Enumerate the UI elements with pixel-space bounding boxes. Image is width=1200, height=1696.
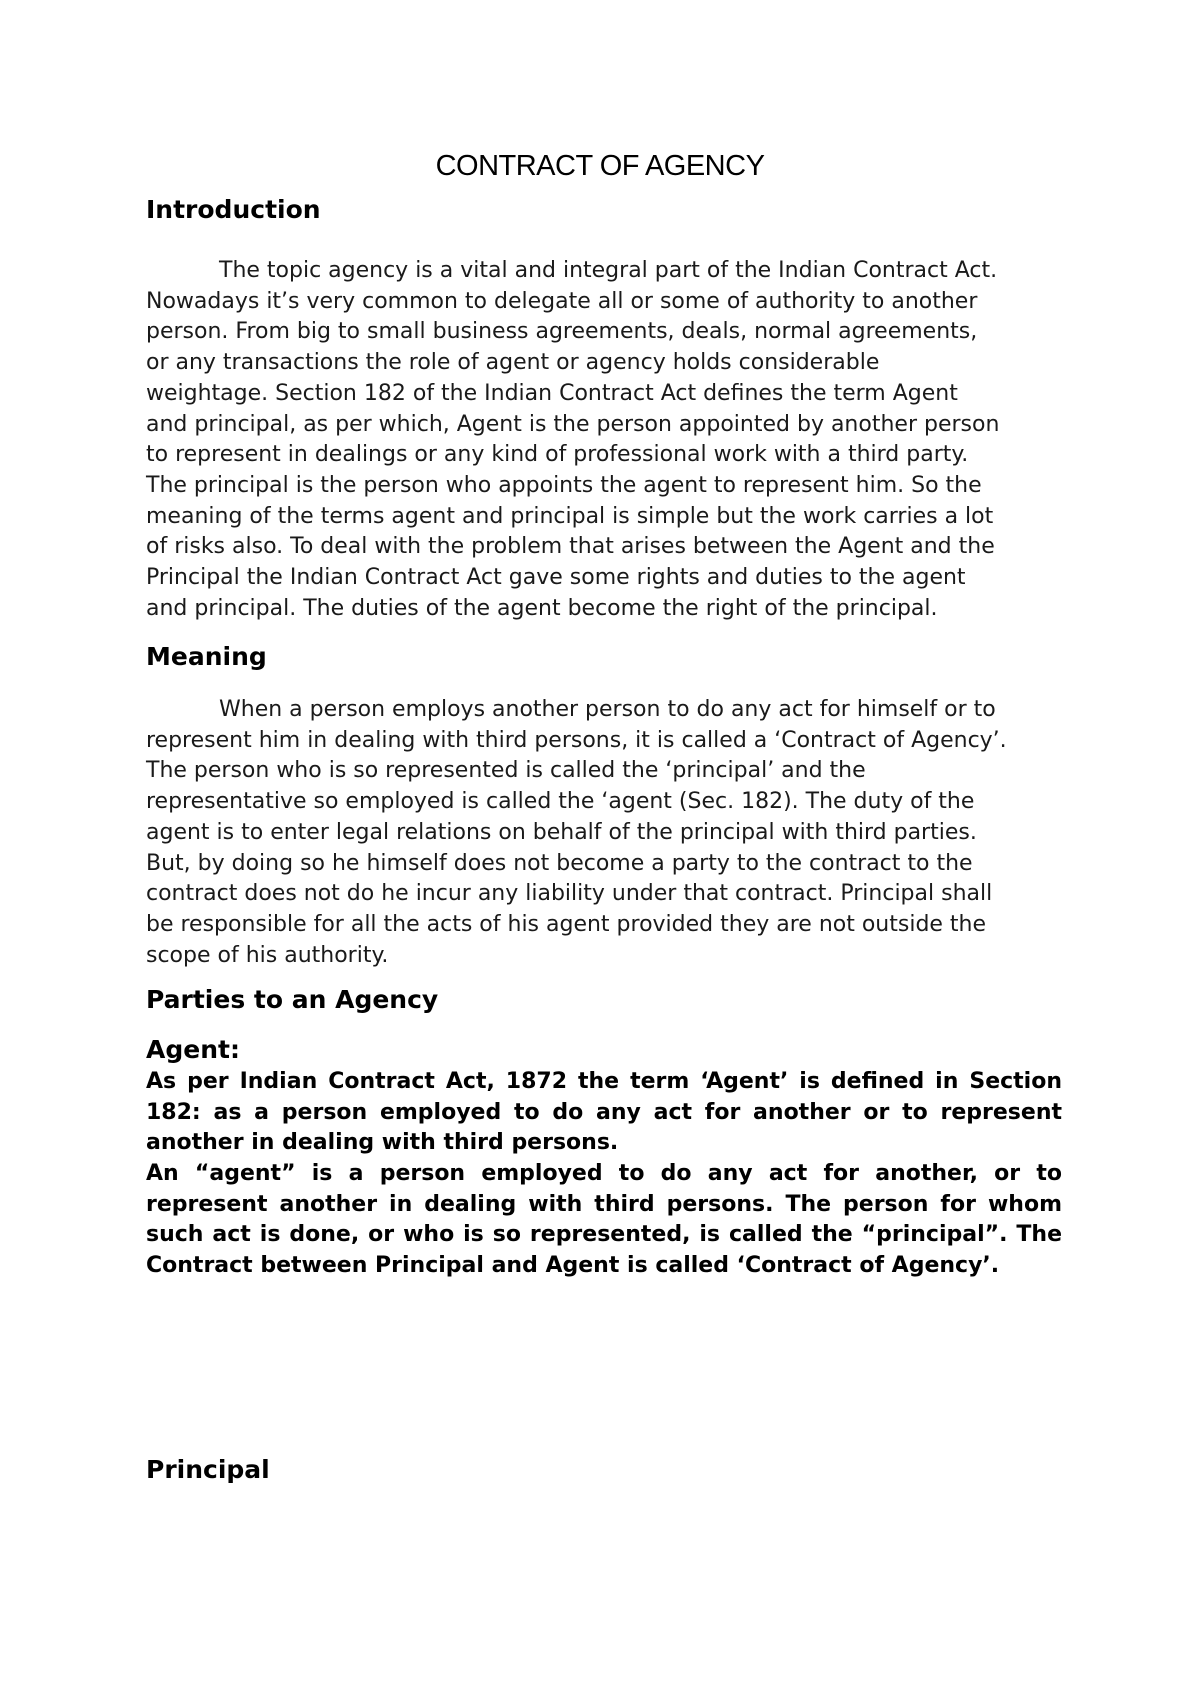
document-title: CONTRACT OF AGENCY (435, 150, 765, 182)
text-line: of risks also. To deal with the problem that arises between the Agent and the (146, 534, 995, 560)
text-line: represent him in dealing with third persons, it is called a ‘Contract of Agency’. (146, 727, 1007, 753)
introduction-heading: Introduction (146, 195, 321, 224)
meaning-heading: Meaning (146, 642, 267, 671)
text-line: The topic agency is a vital and integral part of the Indian Contract Act. (219, 258, 998, 283)
agent-description-paragraph: An “agent” is a person employed to do any act for another, or to represent another in dealing with third persons. The person for whom such act is done, or who is so represented, is called the “principal”. The Contract between Principal and Agent is called ‘Contract of Agency’. (146, 1161, 1062, 1279)
text-line: to represent in dealings or any kind of professional work with a third party. (146, 442, 969, 468)
text-line: and principal. The duties of the agent become the right of the principal. (146, 595, 938, 621)
text-line: or any transactions the role of agent or agency holds considerable (146, 350, 880, 376)
parties-heading: Parties to an Agency (146, 985, 439, 1014)
text-line: weightage. Section 182 of the Indian Contract Act defines the term Agent (146, 380, 958, 406)
text-line: Nowadays it’s very common to delegate all or some of authority to another (146, 288, 978, 314)
text-line: meaning of the terms agent and principal is simple but the work carries a lot (146, 503, 994, 529)
text-line: The person who is so represented is called the ‘principal’ and the (146, 758, 866, 784)
principal-heading: Principal (146, 1455, 270, 1484)
text-line: But, by doing so he himself does not become a party to the contract to the (146, 850, 973, 876)
text-line: The principal is the person who appoints the agent to represent him. So the (146, 472, 982, 498)
text-line: person. From big to small business agreements, deals, normal agreements, (146, 319, 978, 345)
agent-heading: Agent: (146, 1035, 240, 1064)
agent-definition-paragraph: As per Indian Contract Act, 1872 the term ‘Agent’ is defined in Section 182: as a person employed to do any act for another or to represent another in dealing with third persons. (146, 1069, 1062, 1156)
introduction-paragraph (146, 256, 1066, 624)
text-line: representative so employed is called the ‘agent (Sec. 182). The duty of the (146, 789, 975, 815)
text-line: agent is to enter legal relations on behalf of the principal with third parties. (146, 819, 977, 845)
meaning-paragraph (146, 695, 1066, 971)
text-line: contract does not do he incur any liability under that contract. Principal shall (146, 881, 993, 907)
text-line: Principal the Indian Contract Act gave some rights and duties to the agent (146, 565, 966, 591)
text-line: scope of his authority. (146, 942, 389, 968)
text-line: be responsible for all the acts of his agent provided they are not outside the (146, 911, 987, 937)
text-line: and principal, as per which, Agent is the person appointed by another person (146, 411, 1000, 437)
text-line: When a person employs another person to do any act for himself or to (219, 697, 996, 722)
